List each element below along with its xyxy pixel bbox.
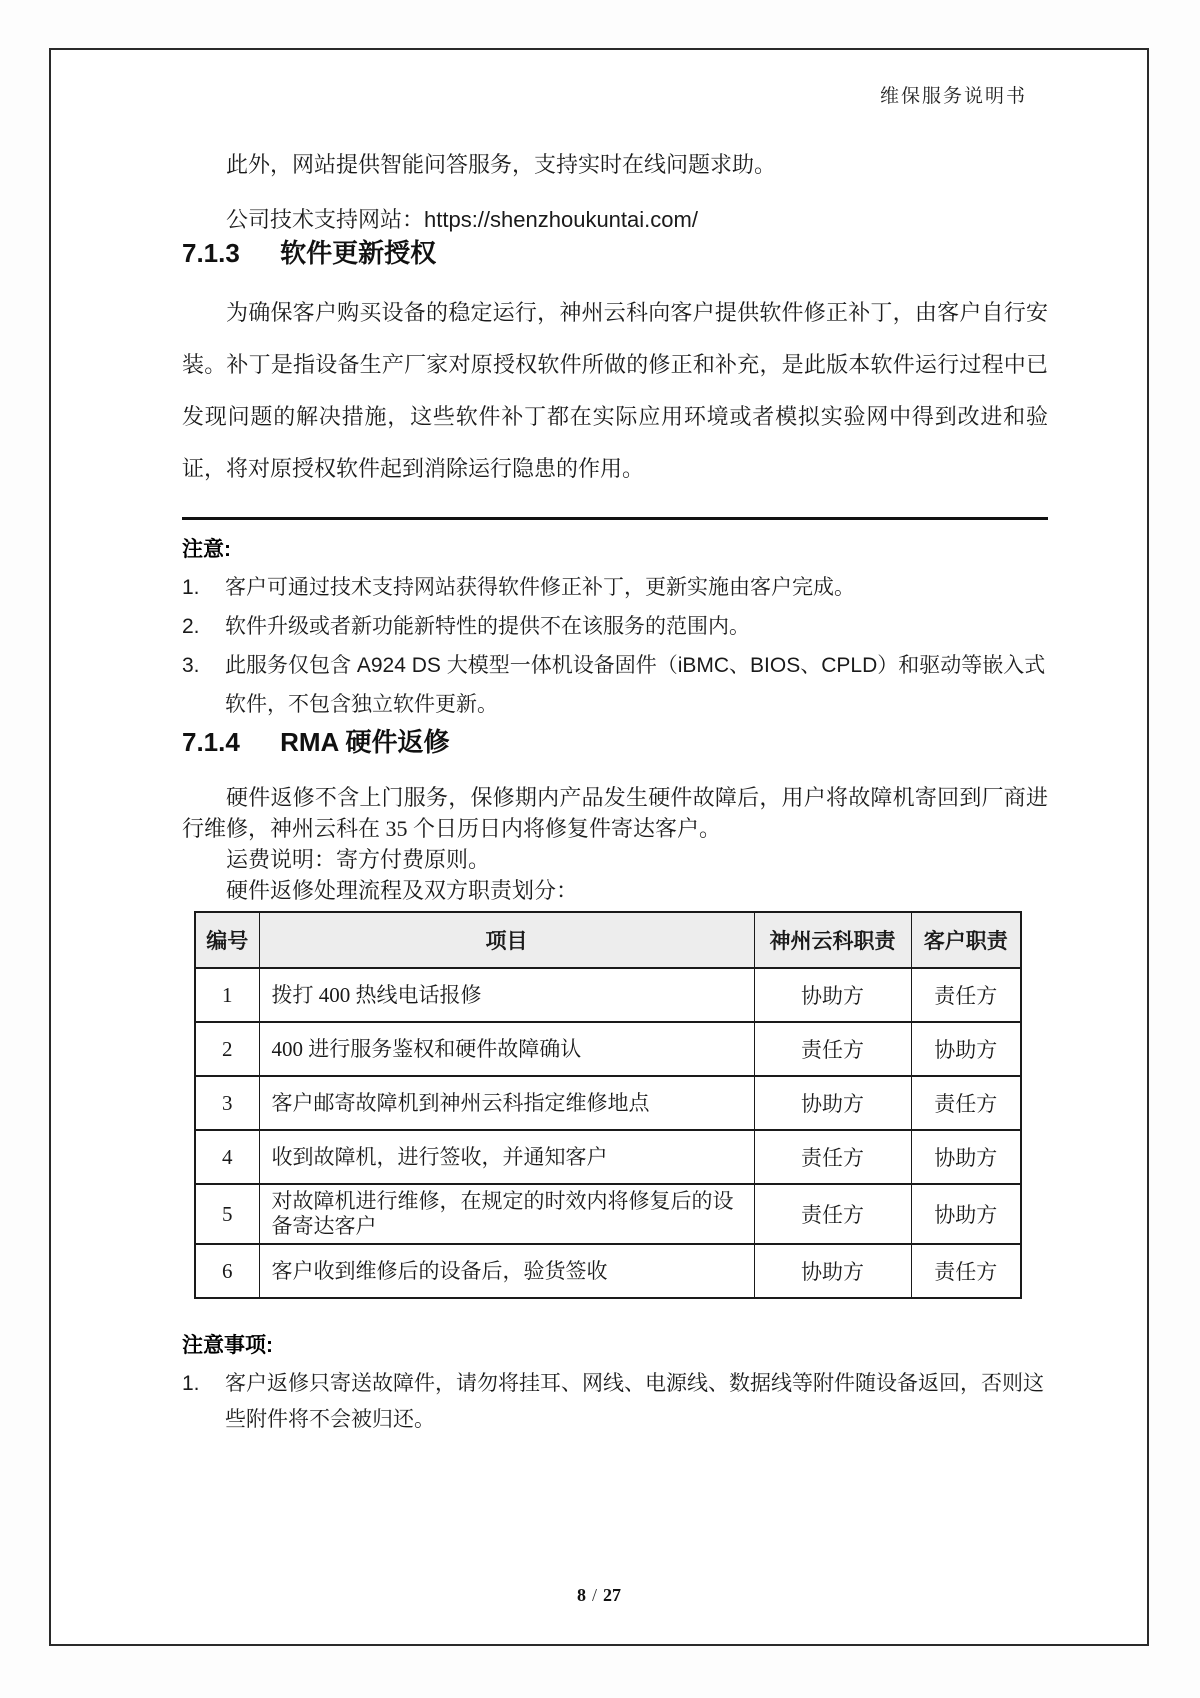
- cell-vendor-duty: 责任方: [754, 1130, 911, 1184]
- cell-customer-duty: 责任方: [911, 1076, 1021, 1130]
- notice-divider-rule: [182, 517, 1048, 520]
- header-cell-vendor-duty: 神州云科职责: [754, 912, 911, 968]
- notice-item-text: 客户返修只寄送故障件，请勿将挂耳、网线、电源线、数据线等附件随设备返回，否则这些附件将不会被归还。: [225, 1372, 1044, 1431]
- section-714-title: RMA 硬件返修: [280, 727, 450, 757]
- intro-paragraph-2: 公司技术支持网站：https://shenzhoukuntai.com/: [226, 207, 698, 232]
- running-header-title: 维保服务说明书: [879, 86, 1027, 107]
- notice-label: 注意:: [182, 538, 231, 561]
- table-row: [195, 1130, 1021, 1184]
- notice-item-text: 客户可通过技术支持网站获得软件修正补丁，更新实施由客户完成。: [225, 576, 855, 599]
- cell-customer-duty: 责任方: [911, 1244, 1021, 1298]
- table-row: [195, 1244, 1021, 1298]
- cell-item: 400 进行服务鉴权和硬件故障确认: [259, 1022, 754, 1076]
- rma-process-table: [194, 911, 1022, 1299]
- cell-item: 收到故障机，进行签收，并通知客户: [259, 1130, 754, 1184]
- page-border-frame: [49, 48, 1149, 1646]
- section-713-heading: [182, 235, 1048, 271]
- notice-item-number: 1.: [182, 1372, 200, 1395]
- table-row: [195, 1076, 1021, 1130]
- cell-number: 1: [195, 968, 259, 1022]
- cell-number: 4: [195, 1130, 259, 1184]
- notice-item-number: 3.: [182, 654, 200, 677]
- cell-item: 拨打 400 热线电话报修: [259, 968, 754, 1022]
- section-713-body: 为确保客户购买设备的稳定运行，神州云科向客户提供软件修正补丁，由客户自行安装。补丁是指设备生产厂家对原授权软件所做的修正和补充，是此版本软件运行过程中已发现问题的解决措施，这些软件补丁都在实际应用环境或者模拟实验网中得到改进和验证，将对原授权软件起到消除运行隐患的作用。: [182, 300, 1048, 481]
- section-713-title: 软件更新授权: [280, 238, 437, 268]
- notice-item-number: 2.: [182, 615, 200, 638]
- cell-vendor-duty: 责任方: [754, 1184, 911, 1244]
- section-714-text-block: [182, 782, 1048, 906]
- header-cell-item: 项目: [259, 912, 754, 968]
- notice-item-number: 1.: [182, 576, 200, 599]
- shipping-fee-note: 运费说明：寄方付费原则。: [226, 847, 491, 872]
- notice-item-text: 此服务仅包含 A924 DS 大模型一体机设备固件（iBMC、BIOS、CPLD）和驱动等嵌入式软件，不包含独立软件更新。: [225, 654, 1046, 716]
- cell-vendor-duty: 协助方: [754, 1244, 911, 1298]
- cell-customer-duty: 责任方: [911, 968, 1021, 1022]
- header-cell-customer-duty: 客户职责: [911, 912, 1021, 968]
- table-row: [195, 1184, 1021, 1244]
- cell-customer-duty: 协助方: [911, 1130, 1021, 1184]
- table-header-row: [195, 912, 1021, 968]
- section-713-number: 7.1.3: [182, 238, 240, 268]
- notice-item: [182, 607, 1048, 646]
- cell-vendor-duty: 协助方: [754, 968, 911, 1022]
- cell-item: 客户收到维修后的设备后，验货签收: [259, 1244, 754, 1298]
- cell-number: 5: [195, 1184, 259, 1244]
- cell-item: 对故障机进行维修，在规定的时效内将修复后的设备寄达客户: [259, 1184, 754, 1244]
- notice-list-714: [182, 1366, 1048, 1438]
- cell-vendor-duty: 责任方: [754, 1022, 911, 1076]
- cell-number: 3: [195, 1076, 259, 1130]
- table-row: [195, 1022, 1021, 1076]
- cell-customer-duty: 协助方: [911, 1184, 1021, 1244]
- intro-paragraph-1: 此外，网站提供智能问答服务，支持实时在线问题求助。: [226, 152, 777, 177]
- cell-customer-duty: 协助方: [911, 1022, 1021, 1076]
- header-cell-number: 编号: [195, 912, 259, 968]
- notice-item: [182, 568, 1048, 607]
- content-column: [182, 50, 1048, 1438]
- process-intro-line: 硬件返修处理流程及双方职责划分：: [226, 878, 579, 903]
- cell-item: 客户邮寄故障机到神州云科指定维修地点: [259, 1076, 754, 1130]
- notice-item-text: 软件升级或者新功能新特性的提供不在该服务的范围内。: [225, 615, 750, 638]
- footer-total-pages: 27: [603, 1585, 621, 1605]
- notice-item: [182, 1366, 1048, 1438]
- notice-item: [182, 646, 1048, 724]
- notice-label-2: 注意事项:: [182, 1334, 273, 1357]
- notice-list-713: [182, 568, 1048, 724]
- footer-separator: /: [591, 1585, 597, 1605]
- page-footer: [51, 1585, 1147, 1606]
- cell-number: 2: [195, 1022, 259, 1076]
- table-row: [195, 968, 1021, 1022]
- cell-vendor-duty: 协助方: [754, 1076, 911, 1130]
- rma-intro-paragraph: 硬件返修不含上门服务，保修期内产品发生硬件故障后，用户将故障机寄回到厂商进行维修，神州云科在 35 个日历日内将修复件寄达客户。: [182, 785, 1048, 841]
- section-714-number: 7.1.4: [182, 727, 240, 757]
- section-714-heading: [182, 724, 1048, 760]
- cell-number: 6: [195, 1244, 259, 1298]
- footer-current-page: 8: [576, 1585, 586, 1605]
